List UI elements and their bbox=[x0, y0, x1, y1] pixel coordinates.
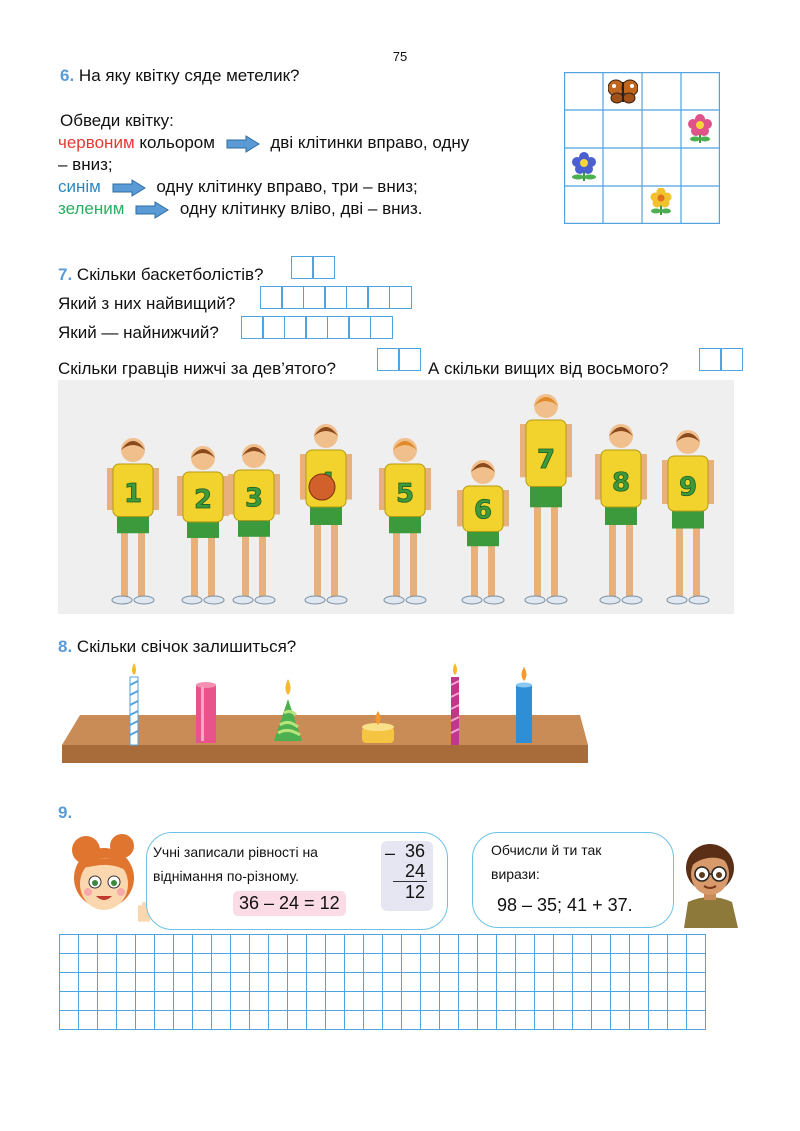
task6-instruction: Обведи квітку: bbox=[60, 111, 174, 130]
grid-cell[interactable] bbox=[516, 935, 535, 954]
grid-cell[interactable] bbox=[79, 935, 98, 954]
grid-cell[interactable] bbox=[649, 992, 668, 1011]
grid-cell[interactable] bbox=[668, 973, 687, 992]
grid-cell[interactable] bbox=[326, 1011, 345, 1030]
grid-cell[interactable] bbox=[193, 992, 212, 1011]
answer-boxes-below-ninth[interactable] bbox=[378, 348, 421, 371]
bubble2-line2: вирази: bbox=[491, 866, 540, 882]
grid-cell[interactable] bbox=[250, 1011, 269, 1030]
grid-cell[interactable] bbox=[250, 954, 269, 973]
player-number: 9 bbox=[678, 472, 698, 503]
grid-cell[interactable] bbox=[478, 973, 497, 992]
task6-number: 6. bbox=[60, 66, 75, 85]
grid-cell[interactable] bbox=[611, 1011, 630, 1030]
grid-cell[interactable] bbox=[155, 1011, 174, 1030]
grid-cell[interactable] bbox=[60, 1011, 79, 1030]
grid-cell[interactable] bbox=[402, 973, 421, 992]
basketball-player-7 bbox=[520, 394, 572, 604]
grid-cell[interactable] bbox=[212, 1011, 231, 1030]
grid-cell[interactable] bbox=[117, 973, 136, 992]
candles-picture bbox=[60, 655, 590, 767]
grid-lines bbox=[564, 72, 720, 224]
grid-cell[interactable] bbox=[440, 1011, 459, 1030]
grid-cell[interactable] bbox=[573, 954, 592, 973]
line1-rest: кольором bbox=[139, 133, 215, 152]
basketball-player-5 bbox=[379, 438, 431, 604]
grid-cell[interactable] bbox=[117, 954, 136, 973]
grid-cell[interactable] bbox=[459, 935, 478, 954]
grid-cell[interactable] bbox=[307, 954, 326, 973]
grid-cell[interactable] bbox=[174, 973, 193, 992]
arrow-right-icon bbox=[112, 179, 146, 197]
grid-cell[interactable] bbox=[440, 935, 459, 954]
grid-cell[interactable] bbox=[269, 992, 288, 1011]
red-word: червоним bbox=[58, 133, 135, 152]
grid-cell[interactable] bbox=[326, 992, 345, 1011]
grid-cell[interactable] bbox=[554, 954, 573, 973]
grid-cell[interactable] bbox=[668, 954, 687, 973]
player-number: 2 bbox=[193, 484, 213, 515]
task7-q2: Який з них найвищий? bbox=[58, 294, 236, 313]
line2-direction: одну клітинку вправо, три – вниз; bbox=[156, 177, 418, 196]
task7-q1: Скільки баскетболістів? bbox=[76, 265, 264, 284]
grid-cell[interactable] bbox=[136, 973, 155, 992]
arrow-right-icon bbox=[135, 201, 169, 219]
grid-cell[interactable] bbox=[288, 954, 307, 973]
grid-cell[interactable] bbox=[212, 954, 231, 973]
grid-cell[interactable] bbox=[649, 935, 668, 954]
grid-cell[interactable] bbox=[155, 992, 174, 1011]
grid-cell[interactable] bbox=[212, 992, 231, 1011]
grid-cell[interactable] bbox=[421, 954, 440, 973]
basketball-player-8 bbox=[595, 424, 647, 604]
arrow-right-icon bbox=[226, 135, 260, 153]
grid-cell[interactable] bbox=[79, 992, 98, 1011]
grid-cell[interactable] bbox=[98, 954, 117, 973]
grid-cell[interactable] bbox=[630, 992, 649, 1011]
page-number: 75 bbox=[392, 49, 408, 64]
task6-question: На яку квітку сяде метелик? bbox=[78, 66, 300, 85]
column-minuend: 36 bbox=[404, 841, 425, 861]
grid-cell[interactable] bbox=[79, 1011, 98, 1030]
grid-cell[interactable] bbox=[193, 954, 212, 973]
girl-character bbox=[64, 832, 154, 922]
boy-character bbox=[678, 832, 742, 928]
grid-cell[interactable] bbox=[554, 1011, 573, 1030]
grid-cell[interactable] bbox=[307, 935, 326, 954]
grid-cell[interactable] bbox=[60, 954, 79, 973]
task6-heading bbox=[60, 66, 300, 86]
grid-cell[interactable] bbox=[288, 935, 307, 954]
grid-cell[interactable] bbox=[193, 935, 212, 954]
player-number: 1 bbox=[123, 478, 143, 509]
task7-number: 7. bbox=[58, 265, 73, 284]
grid-cell[interactable] bbox=[288, 992, 307, 1011]
grid-cell[interactable] bbox=[345, 992, 364, 1011]
grid-cell[interactable] bbox=[174, 954, 193, 973]
grid-cell[interactable] bbox=[497, 973, 516, 992]
answer-boxes-tallest[interactable] bbox=[261, 286, 412, 309]
answer-boxes-count[interactable] bbox=[292, 256, 335, 279]
grid-cell[interactable] bbox=[231, 935, 250, 954]
task6-line3 bbox=[58, 199, 423, 219]
grid-cell[interactable] bbox=[193, 1011, 212, 1030]
grid-cell[interactable] bbox=[288, 973, 307, 992]
grid-cell[interactable] bbox=[630, 935, 649, 954]
grid-cell[interactable] bbox=[573, 973, 592, 992]
grid-cell[interactable] bbox=[326, 954, 345, 973]
boy-speech-bubble bbox=[472, 832, 674, 928]
yellow-flower-icon bbox=[648, 188, 674, 216]
grid-cell[interactable] bbox=[535, 992, 554, 1011]
grid-cell[interactable] bbox=[307, 973, 326, 992]
grid-cell[interactable] bbox=[611, 992, 630, 1011]
grid-cell[interactable] bbox=[592, 973, 611, 992]
grid-cell[interactable] bbox=[79, 954, 98, 973]
grid-cell[interactable] bbox=[231, 992, 250, 1011]
basketball-player-4 bbox=[300, 424, 352, 604]
grid-cell[interactable] bbox=[364, 935, 383, 954]
grid-cell[interactable] bbox=[440, 973, 459, 992]
grid-cell[interactable] bbox=[193, 973, 212, 992]
pink-flower-icon bbox=[685, 114, 715, 144]
grid-cell[interactable] bbox=[117, 935, 136, 954]
grid-cell[interactable] bbox=[288, 1011, 307, 1030]
grid-cell[interactable] bbox=[649, 954, 668, 973]
task9-number-label: 9. bbox=[58, 803, 73, 822]
basketball-player-2 bbox=[177, 446, 229, 604]
purple-candle-icon bbox=[451, 663, 459, 745]
grid-cell[interactable] bbox=[250, 992, 269, 1011]
grid-cell[interactable] bbox=[649, 973, 668, 992]
bubble2-line1: Обчисли й ти так bbox=[491, 842, 602, 858]
grid-cell[interactable] bbox=[478, 1011, 497, 1030]
grid-cell[interactable] bbox=[136, 935, 155, 954]
grid-cell[interactable] bbox=[497, 954, 516, 973]
grid-cell[interactable] bbox=[516, 992, 535, 1011]
striped-candle-icon bbox=[130, 663, 138, 745]
grid-cell[interactable] bbox=[459, 1011, 478, 1030]
grid-cell[interactable] bbox=[136, 992, 155, 1011]
grid-cell[interactable] bbox=[459, 973, 478, 992]
grid-cell[interactable] bbox=[592, 1011, 611, 1030]
grid-cell[interactable] bbox=[687, 935, 706, 954]
grid-cell[interactable] bbox=[535, 935, 554, 954]
players-picture bbox=[58, 380, 734, 614]
grid-cell[interactable] bbox=[60, 992, 79, 1011]
grid-cell[interactable] bbox=[402, 954, 421, 973]
grid-cell[interactable] bbox=[402, 992, 421, 1011]
grid-cell[interactable] bbox=[307, 992, 326, 1011]
player-number: 8 bbox=[611, 468, 631, 499]
grid-cell[interactable] bbox=[421, 1011, 440, 1030]
grid-cell[interactable] bbox=[174, 935, 193, 954]
grid-cell[interactable] bbox=[459, 992, 478, 1011]
grid-cell[interactable] bbox=[402, 935, 421, 954]
grid-cell[interactable] bbox=[459, 954, 478, 973]
grid-cell[interactable] bbox=[516, 973, 535, 992]
grid-cell[interactable] bbox=[269, 935, 288, 954]
grid-cell[interactable] bbox=[117, 992, 136, 1011]
grid-cell[interactable] bbox=[98, 935, 117, 954]
answer-boxes-shortest[interactable] bbox=[242, 316, 393, 339]
blue-word: синім bbox=[58, 177, 101, 196]
task7-q1-row bbox=[58, 265, 264, 285]
answer-boxes-above-eighth[interactable] bbox=[700, 348, 743, 371]
column-subtrahend: 24 bbox=[404, 861, 425, 881]
grid-cell[interactable] bbox=[345, 935, 364, 954]
player-number: 3 bbox=[244, 483, 264, 514]
grid-cell[interactable] bbox=[478, 954, 497, 973]
grid-cell[interactable] bbox=[421, 992, 440, 1011]
grid-cell[interactable] bbox=[554, 992, 573, 1011]
grid-cell[interactable] bbox=[421, 935, 440, 954]
grid-cell[interactable] bbox=[60, 935, 79, 954]
grid-cell[interactable] bbox=[630, 1011, 649, 1030]
column-result: 12 bbox=[393, 881, 427, 902]
grid-cell[interactable] bbox=[402, 1011, 421, 1030]
grid-cell[interactable] bbox=[592, 954, 611, 973]
grid-cell[interactable] bbox=[345, 973, 364, 992]
grid-cell[interactable] bbox=[98, 1011, 117, 1030]
line1-direction: дві клітинки вправо, одну bbox=[270, 133, 470, 152]
grid-cell[interactable] bbox=[136, 954, 155, 973]
grid-cell[interactable] bbox=[155, 973, 174, 992]
player-number: 5 bbox=[395, 478, 415, 509]
grid-cell[interactable] bbox=[269, 973, 288, 992]
grid-cell[interactable] bbox=[630, 954, 649, 973]
grid-cell[interactable] bbox=[364, 954, 383, 973]
grid-cell[interactable] bbox=[554, 935, 573, 954]
grid-cell[interactable] bbox=[516, 1011, 535, 1030]
blue-flower-icon bbox=[569, 152, 599, 182]
grid-cell[interactable] bbox=[79, 973, 98, 992]
bubble1-line2: віднімання по-різному. bbox=[153, 868, 300, 884]
task6-line1 bbox=[58, 133, 469, 153]
minus-sign: – bbox=[385, 843, 396, 863]
flower-grid bbox=[564, 72, 720, 224]
grid-cell[interactable] bbox=[231, 954, 250, 973]
grid-cell[interactable] bbox=[383, 992, 402, 1011]
grid-cell[interactable] bbox=[383, 973, 402, 992]
grid-cell[interactable] bbox=[592, 992, 611, 1011]
task7-q3: Який — найнижчий? bbox=[58, 323, 219, 342]
grid-cell[interactable] bbox=[155, 954, 174, 973]
grid-cell[interactable] bbox=[440, 954, 459, 973]
player-number: 7 bbox=[536, 444, 556, 475]
grid-cell[interactable] bbox=[687, 954, 706, 973]
grid-cell[interactable] bbox=[174, 992, 193, 1011]
grid-cell[interactable] bbox=[60, 973, 79, 992]
grid-cell[interactable] bbox=[383, 1011, 402, 1030]
grid-cell[interactable] bbox=[668, 1011, 687, 1030]
grid-cell[interactable] bbox=[307, 1011, 326, 1030]
grid-cell[interactable] bbox=[478, 935, 497, 954]
task7-q4: Скільки гравців нижчі за дев’ятого? bbox=[58, 359, 336, 378]
grid-cell[interactable] bbox=[174, 1011, 193, 1030]
grid-cell[interactable] bbox=[440, 992, 459, 1011]
grid-cell[interactable] bbox=[421, 973, 440, 992]
green-word: зеленим bbox=[58, 199, 125, 218]
grid-cell[interactable] bbox=[250, 973, 269, 992]
grid-cell[interactable] bbox=[231, 1011, 250, 1030]
grid-cell[interactable] bbox=[212, 973, 231, 992]
basketball-player-6 bbox=[457, 460, 509, 604]
grid-cell[interactable] bbox=[687, 1011, 706, 1030]
grid-cell[interactable] bbox=[668, 935, 687, 954]
grid-cell[interactable] bbox=[345, 1011, 364, 1030]
grid-cell[interactable] bbox=[630, 973, 649, 992]
task9-number bbox=[58, 803, 72, 823]
column-subtraction bbox=[381, 841, 433, 911]
grid-cell[interactable] bbox=[497, 992, 516, 1011]
expressions: 98 – 35; 41 + 37. bbox=[497, 895, 633, 915]
equation-row: 36 – 24 = 12 bbox=[233, 891, 346, 916]
grid-cell[interactable] bbox=[573, 1011, 592, 1030]
grid-cell[interactable] bbox=[98, 973, 117, 992]
grid-cell[interactable] bbox=[535, 973, 554, 992]
grid-cell[interactable] bbox=[554, 973, 573, 992]
grid-cell[interactable] bbox=[136, 1011, 155, 1030]
bubble1-line1: Учні записали рівності на bbox=[153, 844, 318, 860]
line3-direction: одну клітинку вліво, дві – вниз. bbox=[179, 199, 423, 218]
grid-cell[interactable] bbox=[592, 935, 611, 954]
grid-cell[interactable] bbox=[269, 1011, 288, 1030]
grid-cell[interactable] bbox=[155, 935, 174, 954]
grid-cell[interactable] bbox=[497, 1011, 516, 1030]
grid-cell[interactable] bbox=[326, 973, 345, 992]
task6-line2 bbox=[58, 177, 418, 197]
basketball-player-9 bbox=[662, 430, 714, 604]
task8-question: Скільки свічок залишиться? bbox=[76, 637, 297, 656]
grid-cell[interactable] bbox=[497, 935, 516, 954]
green-cone-candle-icon bbox=[274, 679, 302, 741]
grid-cell[interactable] bbox=[535, 1011, 554, 1030]
task6-line1-cont: – вниз; bbox=[58, 155, 113, 174]
grid-cell[interactable] bbox=[326, 935, 345, 954]
grid-cell[interactable] bbox=[364, 992, 383, 1011]
grid-cell[interactable] bbox=[383, 935, 402, 954]
butterfly-icon bbox=[608, 78, 638, 104]
blue-candle-icon bbox=[516, 667, 532, 743]
grid-cell[interactable] bbox=[687, 973, 706, 992]
grid-cell[interactable] bbox=[687, 992, 706, 1011]
grid-cell[interactable] bbox=[668, 992, 687, 1011]
pink-candle-icon bbox=[196, 682, 216, 743]
grid-cell[interactable] bbox=[573, 935, 592, 954]
task8-number: 8. bbox=[58, 637, 73, 656]
grid-cell[interactable] bbox=[364, 973, 383, 992]
grid-cell[interactable] bbox=[117, 1011, 136, 1030]
grid-cell[interactable] bbox=[516, 954, 535, 973]
grid-cell[interactable] bbox=[383, 954, 402, 973]
girl-speech-bubble bbox=[146, 832, 448, 930]
grid-cell[interactable] bbox=[478, 992, 497, 1011]
grid-cell[interactable] bbox=[611, 935, 630, 954]
answer-grid[interactable] bbox=[59, 934, 706, 1030]
grid-cell[interactable] bbox=[611, 973, 630, 992]
grid-cell[interactable] bbox=[649, 1011, 668, 1030]
grid-cell[interactable] bbox=[231, 973, 250, 992]
player-number: 6 bbox=[473, 495, 493, 526]
grid-cell[interactable] bbox=[364, 1011, 383, 1030]
players-illustration bbox=[58, 380, 734, 614]
grid-cell[interactable] bbox=[535, 954, 554, 973]
grid-cell[interactable] bbox=[573, 992, 592, 1011]
grid-cell[interactable] bbox=[212, 935, 231, 954]
grid-cell[interactable] bbox=[611, 954, 630, 973]
grid-cell[interactable] bbox=[345, 954, 364, 973]
grid-cell[interactable] bbox=[250, 935, 269, 954]
task8-heading bbox=[58, 637, 296, 657]
grid-cell[interactable] bbox=[98, 992, 117, 1011]
grid-cell[interactable] bbox=[269, 954, 288, 973]
task7-q5: А скільки вищих від восьмого? bbox=[428, 359, 669, 378]
basketball-player-1 bbox=[107, 438, 159, 604]
basketball-player-3 bbox=[228, 444, 280, 604]
